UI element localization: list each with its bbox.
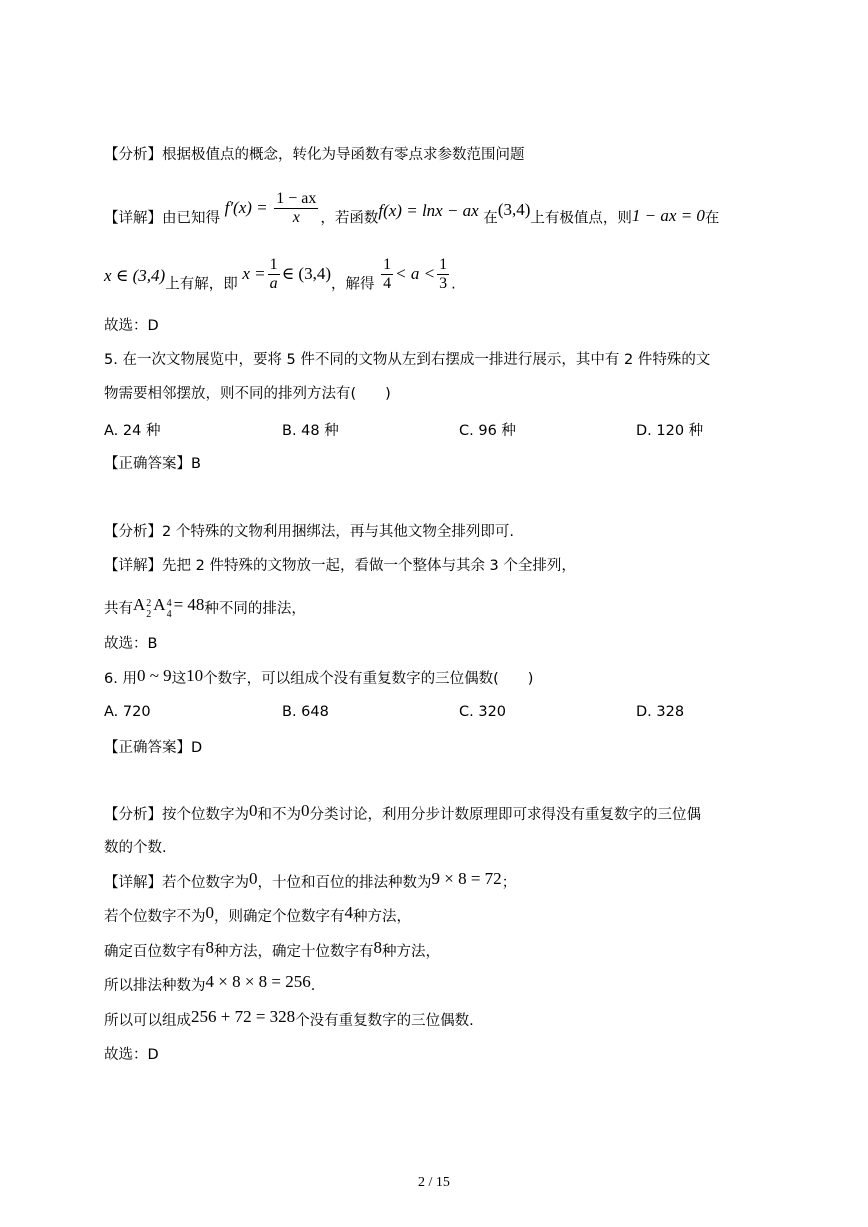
detail-label: 【详解】 bbox=[104, 875, 162, 891]
detail-text: 由已知得 bbox=[162, 210, 220, 227]
q6-detail-line5 bbox=[104, 1007, 474, 1031]
stem-text: 这 bbox=[171, 671, 187, 687]
q5-detail-line2 bbox=[104, 595, 306, 621]
detail-text: 若个位数字为 bbox=[162, 875, 249, 891]
q4-detail-line1 bbox=[104, 190, 720, 237]
page-number: 2 / 15 bbox=[418, 1175, 450, 1190]
detail-text: . bbox=[310, 978, 316, 994]
condition: x ∈ (3,4) bbox=[104, 265, 166, 285]
fraction-numerator: 1 bbox=[383, 256, 392, 273]
detail-text: ，十位和百位的排法种数为 bbox=[257, 875, 432, 891]
permutation-formula: A 2 2 A 4 4 bbox=[133, 595, 172, 621]
q4-detail-line2 bbox=[104, 256, 456, 303]
equation: 1 − ax = 0 bbox=[631, 205, 705, 225]
equation: 256 + 72 = 328 bbox=[191, 1007, 296, 1026]
digit-count: 10 bbox=[186, 666, 204, 685]
fraction-numerator: 1 − ax bbox=[276, 190, 317, 207]
analysis-label: 【分析】 bbox=[104, 524, 162, 540]
q6-stem bbox=[104, 668, 533, 689]
q6-detail-line2 bbox=[104, 903, 411, 927]
q6-analysis-line2: 数的个数. bbox=[104, 840, 167, 856]
interval: (3,4) bbox=[497, 199, 531, 219]
q5-stem-line1: 5. 在一次文物展览中，要将 5 件不同的文物从左到右摆成一排进行展示，其中有 2 件特殊的文 bbox=[104, 352, 711, 368]
q6-choice: 故选：D bbox=[104, 1047, 159, 1063]
detail-text: ，若函数 bbox=[320, 210, 379, 227]
detail-text: ，解得 bbox=[331, 276, 375, 293]
number: 4 bbox=[344, 903, 353, 922]
detail-text: 种方法，确定十位数字有 bbox=[214, 944, 374, 960]
derivative-fraction bbox=[274, 190, 318, 227]
q5-detail-line1 bbox=[104, 556, 576, 576]
detail-text: 若个位数字不为 bbox=[104, 909, 206, 925]
detail-text: 种方法， bbox=[382, 944, 440, 960]
analysis-text: 和不为 bbox=[257, 807, 301, 823]
detail-text: 种方法， bbox=[353, 909, 411, 925]
analysis-label: 【分析】 bbox=[104, 147, 162, 163]
detail-text: 共有 bbox=[104, 601, 133, 617]
q5-option-b: B. 48 种 bbox=[282, 423, 339, 439]
q5-option-a: A. 24 种 bbox=[104, 423, 161, 439]
q6-option-d: D. 328 bbox=[636, 704, 685, 720]
detail-text: 确定百位数字有 bbox=[104, 944, 206, 960]
equation: 4 × 8 × 8 = 256 bbox=[205, 972, 311, 991]
digit-zero: 0 bbox=[249, 869, 258, 888]
q6-option-c: C. 320 bbox=[459, 704, 507, 720]
fraction-denominator: x bbox=[292, 209, 300, 226]
formula-result: = 48 bbox=[173, 595, 205, 614]
inequality: < a < bbox=[395, 263, 436, 283]
detail-text: 种不同的排法， bbox=[204, 601, 306, 617]
x-equation-lhs: x = bbox=[242, 263, 266, 283]
fraction-numerator: 1 bbox=[269, 256, 278, 273]
fraction-denominator: a bbox=[269, 275, 278, 292]
fraction-denominator: 3 bbox=[439, 275, 448, 292]
detail-text: 在 bbox=[483, 210, 498, 227]
q6-analysis-line1 bbox=[104, 801, 701, 825]
detail-text: 上有解，即 bbox=[165, 276, 238, 293]
q6-answer: 【正确答案】D bbox=[104, 740, 203, 756]
analysis-text: 根据极值点的概念，转化为导函数有零点求参数范围问题 bbox=[162, 147, 525, 163]
q5-answer: 【正确答案】B bbox=[104, 456, 201, 472]
q6-option-a: A. 720 bbox=[104, 704, 151, 720]
q6-detail-line1 bbox=[104, 869, 517, 893]
detail-text: 先把 2 件特殊的文物放一起，看做一个整体与其余 3 个全排列， bbox=[162, 558, 576, 574]
equation: 9 × 8 = 72 bbox=[431, 869, 502, 888]
answer-fraction-lower bbox=[381, 256, 393, 293]
detail-text: 在 bbox=[704, 210, 720, 227]
q5-option-d: D. 120 种 bbox=[636, 423, 704, 439]
fraction-denominator: 4 bbox=[383, 275, 392, 292]
analysis-text: 分类讨论，利用分步计数原理即可求得没有重复数字的三位偶 bbox=[309, 807, 701, 823]
q5-option-c: C. 96 种 bbox=[459, 423, 516, 439]
x-fraction bbox=[268, 256, 280, 293]
detail-text: 所以可以组成 bbox=[104, 1013, 191, 1029]
detail-text: 个没有重复数字的三位偶数. bbox=[295, 1013, 474, 1029]
detail-text: 上有极值点，则 bbox=[530, 210, 632, 227]
period: . bbox=[451, 276, 456, 293]
detail-label: 【详解】 bbox=[104, 558, 162, 574]
detail-text: ； bbox=[501, 875, 517, 891]
q5-choice: 故选：B bbox=[104, 636, 158, 652]
digit-range: 0 ~ 9 bbox=[136, 666, 172, 685]
analysis-text: 2 个特殊的文物利用捆绑法，再与其他文物全排列即可. bbox=[162, 524, 514, 540]
stem-text: 6. 用 bbox=[104, 671, 137, 687]
q6-detail-line4 bbox=[104, 972, 316, 996]
q5-analysis bbox=[104, 522, 514, 542]
fraction-numerator: 1 bbox=[439, 256, 448, 273]
number: 8 bbox=[373, 938, 382, 957]
stem-text: 个数字，可以组成个没有重复数字的三位偶数( ) bbox=[203, 671, 534, 687]
answer-fraction-upper bbox=[437, 256, 449, 293]
q4-choice: 故选：D bbox=[104, 318, 159, 334]
digit-zero: 0 bbox=[301, 801, 310, 820]
number: 8 bbox=[205, 938, 214, 957]
derivative-lhs: f′(x) = bbox=[224, 197, 268, 217]
digit-zero: 0 bbox=[205, 903, 214, 922]
function-expression: f(x) = lnx − ax bbox=[378, 200, 479, 220]
detail-label: 【详解】 bbox=[104, 210, 162, 227]
q5-stem-line2: 物需要相邻摆放，则不同的排列方法有( ) bbox=[104, 386, 391, 402]
x-equation-rhs: ∈ (3,4) bbox=[281, 263, 331, 283]
detail-text: ，则确定个位数字有 bbox=[214, 909, 345, 925]
q4-analysis bbox=[104, 145, 525, 165]
detail-text: 所以排法种数为 bbox=[104, 978, 206, 994]
analysis-label: 【分析】 bbox=[104, 807, 162, 823]
q6-detail-line3 bbox=[104, 938, 440, 962]
analysis-text: 按个位数字为 bbox=[162, 807, 249, 823]
digit-zero: 0 bbox=[249, 801, 258, 820]
q6-option-b: B. 648 bbox=[282, 704, 329, 720]
